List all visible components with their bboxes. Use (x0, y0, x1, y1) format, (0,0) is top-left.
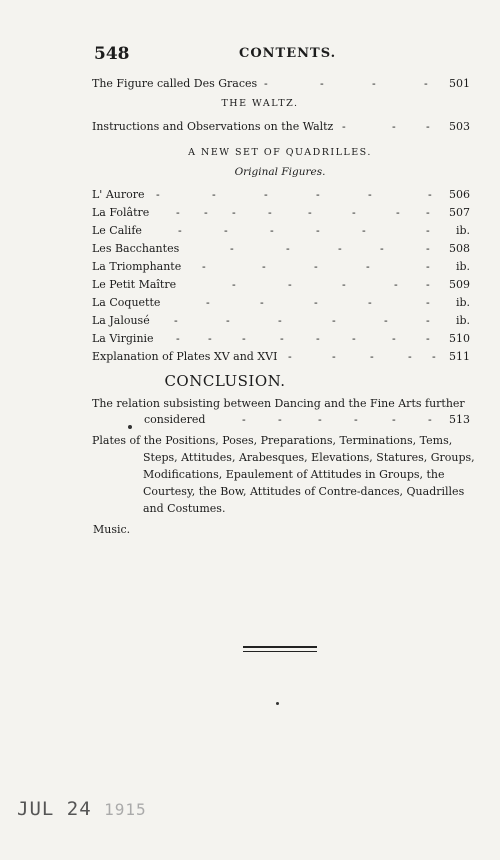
toc-entry-title: Le Calife (92, 224, 142, 237)
toc-entry-page: 511 (449, 350, 470, 363)
quadrilles-heading: A NEW SET OF QUADRILLES. (188, 147, 372, 158)
toc-entry-title: Le Petit Maître (92, 278, 177, 291)
toc-entry-page: ib. (455, 314, 470, 327)
leader-dash: - (314, 260, 318, 273)
leader-dash: - (396, 206, 400, 219)
toc-entry-title: La Folâtre (92, 206, 150, 219)
leader-dash: - (288, 350, 292, 363)
leader-dash: - (202, 260, 206, 273)
leader-dash: - (316, 332, 320, 345)
leader-dash: - (176, 332, 180, 345)
leader-dash: - (362, 224, 366, 237)
toc-entry-title: La Coquette (92, 296, 161, 309)
leader-dash: - (368, 296, 372, 309)
conclusion-heading: CONCLUSION. (164, 372, 286, 390)
leader-dash: - (278, 413, 282, 426)
running-title: CONTENTS. (239, 46, 337, 61)
leader-dash: - (176, 206, 180, 219)
toc-entry-page: 509 (449, 278, 470, 291)
leader-dash: - (230, 242, 234, 255)
leader-dash: - (232, 278, 236, 291)
conclusion-entry-line1: The relation subsisting between Dancing and the Fine Arts further (92, 397, 465, 410)
toc-entry (92, 296, 470, 312)
toc-entry-page: 510 (449, 332, 470, 345)
music-entry: Music. (93, 523, 131, 536)
leader-dash: - (426, 314, 430, 327)
toc-entry-page: 501 (449, 77, 470, 90)
toc-entry (92, 260, 470, 276)
toc-entry (92, 413, 470, 429)
leader-dash: - (394, 278, 398, 291)
leader-dash: - (206, 296, 210, 309)
leader-dash: - (308, 206, 312, 219)
leader-dash: - (352, 332, 356, 345)
leader-dash: - (280, 332, 284, 345)
leader-dash: - (352, 206, 356, 219)
leader-dash: - (224, 224, 228, 237)
leader-dash: - (316, 224, 320, 237)
leader-dash: - (342, 120, 346, 133)
toc-entry (92, 188, 470, 204)
end-rule-bottom (243, 651, 317, 652)
stamp-year: 1915 (104, 800, 147, 819)
toc-entry-page: 503 (449, 120, 470, 133)
toc-entry (92, 314, 470, 330)
leader-dash: - (286, 242, 290, 255)
toc-entry-page: ib. (455, 224, 470, 237)
leader-dash: - (338, 242, 342, 255)
leader-dash: - (392, 413, 396, 426)
leader-dash: - (288, 278, 292, 291)
leader-dash: - (426, 332, 430, 345)
toc-entry-title: La Triomphante (92, 260, 182, 273)
leader-dash: - (262, 260, 266, 273)
toc-entry-title: La Jalousé (92, 314, 150, 327)
leader-dash: - (432, 350, 436, 363)
toc-entry-page: 506 (449, 188, 470, 201)
toc-entry (92, 350, 470, 366)
toc-entry-title: considered (144, 413, 206, 426)
leader-dash: - (264, 188, 268, 201)
leader-dash: - (204, 206, 208, 219)
leader-dash: - (426, 206, 430, 219)
toc-entry (92, 278, 470, 294)
leader-dash: - (380, 242, 384, 255)
toc-entry (92, 224, 470, 240)
leader-dash: - (366, 260, 370, 273)
leader-dash: - (342, 278, 346, 291)
leader-dash: - (212, 188, 216, 201)
waltz-heading: THE WALTZ. (221, 98, 299, 109)
end-rule-top (243, 646, 317, 648)
toc-entry-title: La Virginie (92, 332, 154, 345)
leader-dash: - (156, 188, 160, 201)
leader-dash: - (428, 188, 432, 201)
leader-dash: - (320, 77, 324, 90)
toc-entry (92, 332, 470, 348)
leader-dash: - (260, 296, 264, 309)
leader-dash: - (424, 77, 428, 90)
page-number: 548 (94, 44, 130, 64)
leader-dash: - (332, 314, 336, 327)
leader-dash: - (242, 332, 246, 345)
leader-dash: - (392, 120, 396, 133)
toc-entry-page: 507 (449, 206, 470, 219)
leader-dash: - (384, 314, 388, 327)
leader-dash: - (270, 224, 274, 237)
leader-dash: - (426, 120, 430, 133)
leader-dash: - (316, 188, 320, 201)
toc-entry (92, 206, 470, 222)
stamp-date: JUL 24 (17, 798, 92, 820)
toc-entry-page: 508 (449, 242, 470, 255)
leader-dash: - (264, 77, 268, 90)
leader-dash: - (426, 260, 430, 273)
plates-line: Modifications, Epaulement of Attitudes in Groups, the (143, 468, 445, 481)
toc-entry-title: The Figure called Des Graces (92, 77, 258, 90)
leader-dash: - (408, 350, 412, 363)
leader-dash: - (392, 332, 396, 345)
leader-dash: - (242, 413, 246, 426)
leader-dash: - (332, 350, 336, 363)
toc-entry (92, 242, 470, 258)
leader-dash: - (208, 332, 212, 345)
leader-dash: - (372, 77, 376, 90)
leader-dash: - (314, 296, 318, 309)
toc-entry-page: ib. (455, 296, 470, 309)
leader-dash: - (174, 314, 178, 327)
plates-line: Plates of the Positions, Poses, Preparations, Terminations, Tems, (92, 434, 453, 447)
leader-dash: - (232, 206, 236, 219)
leader-dash: - (428, 413, 432, 426)
leader-dash: - (278, 314, 282, 327)
leader-dash: - (226, 314, 230, 327)
leader-dash: - (370, 350, 374, 363)
date-stamp (17, 798, 147, 820)
plates-line: Steps, Attitudes, Arabesques, Elevations, Statures, Groups, (143, 451, 475, 464)
toc-entry-title: Instructions and Observations on the Waltz (92, 120, 334, 133)
toc-entry-page: 513 (449, 413, 470, 426)
ink-speck (276, 702, 279, 705)
toc-entry (92, 120, 470, 136)
ink-speck (128, 425, 132, 429)
toc-entry-title: Explanation of Plates XV and XVI (92, 350, 278, 363)
leader-dash: - (426, 296, 430, 309)
leader-dash: - (368, 188, 372, 201)
leader-dash: - (426, 242, 430, 255)
toc-entry (92, 77, 470, 93)
leader-dash: - (178, 224, 182, 237)
leader-dash: - (318, 413, 322, 426)
leader-dash: - (426, 224, 430, 237)
leader-dash: - (426, 278, 430, 291)
quadrilles-subheading: Original Figures. (234, 166, 326, 178)
toc-entry-title: L' Aurore (92, 188, 145, 201)
plates-line: Courtesy, the Bow, Attitudes of Contre-dances, Quadrilles (143, 485, 465, 498)
page-header (94, 44, 452, 64)
toc-entry-title: Les Bacchantes (92, 242, 180, 255)
leader-dash: - (354, 413, 358, 426)
leader-dash: - (268, 206, 272, 219)
toc-entry-page: ib. (455, 260, 470, 273)
plates-line: and Costumes. (143, 502, 226, 515)
